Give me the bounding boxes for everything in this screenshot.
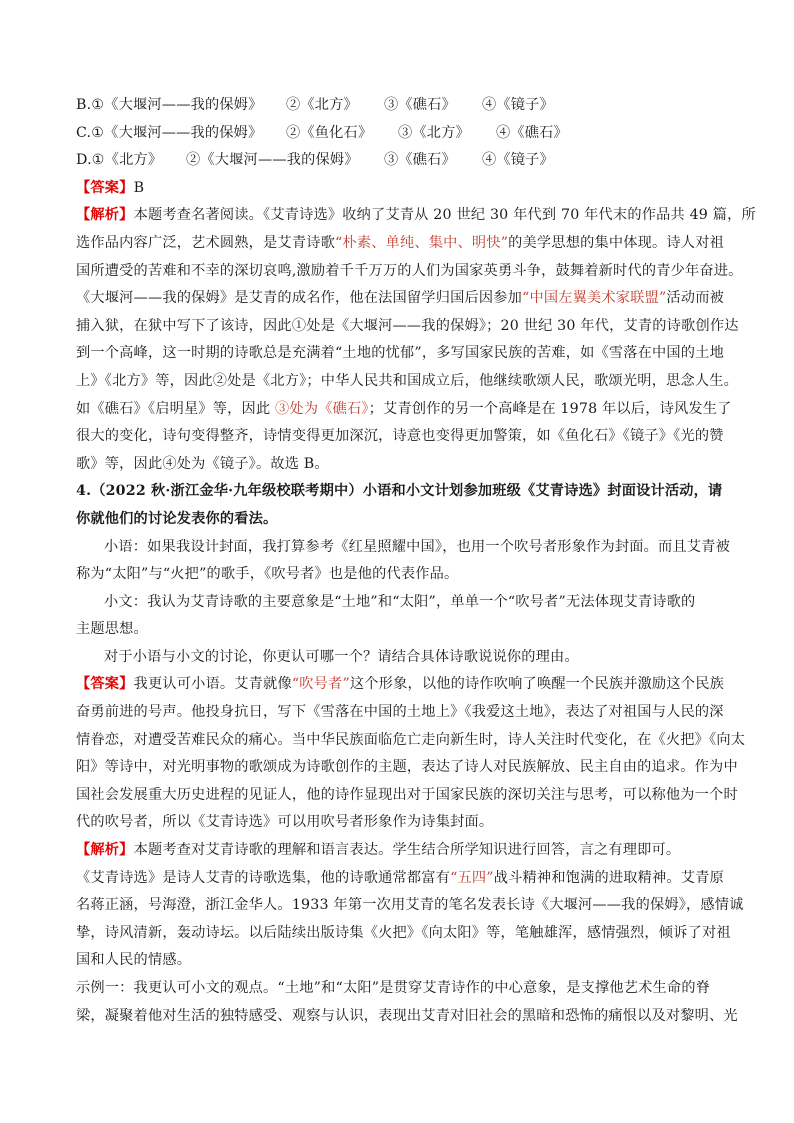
q4-answer-line [76, 754, 738, 782]
xiaoyu-statement: 称为“太阳”与“火把”的歌手，《吹号者》也是他的代表作品。 [76, 566, 459, 583]
q4-analysis-line [76, 920, 731, 948]
text-run: 这个形象，以他的诗作吹响了唤醒一个民族并激励这个民族 [349, 676, 724, 693]
text-run: 梁，凝聚着他对生活的独特感受、观察与认识，表现出艾青对旧社会的黑暗和恐怖的痛恨以及对黎明、光 [76, 1007, 738, 1024]
q4-answer-line [76, 809, 721, 837]
q4-analysis-line [76, 892, 744, 920]
analysis-tag: 【解析】 [76, 207, 134, 224]
q3-answer-value: B [133, 179, 145, 196]
option-b [76, 92, 721, 120]
q4-prompt: 对于小语与小文的讨论，你更认可哪一个？请结合具体诗歌说说你的理由。 [104, 648, 579, 665]
text-run: 上》《北方》等，因此②处是《北方》；中华人民共和国成立后，他继续歌颂人民，歌颂光明，思念人生。 [76, 372, 739, 389]
xiaowen-statement: 小文：我认为艾青诗歌的主要意象是“土地”和“太阳”，单单一个“吹号者”无法体现艾青诗歌的 [104, 593, 696, 610]
option-c-3: ③《北方》 [398, 124, 470, 141]
page-content [76, 92, 756, 1030]
text-run: 到一个高峰，这一时期的诗歌总是充满着“土地的忧郁”，多写国家民族的苦难，如《雪落在中国的土地 [76, 345, 724, 362]
text-run: 挚，诗风清新，轰动诗坛。以后陆续出版诗集《火把》《向太阳》等，笔触雄浑，感情强烈，倾诉了对祖 [76, 924, 731, 941]
q4-analysis-line [76, 975, 721, 1003]
text-run: 的美学思想的集中体现。诗人对祖 [508, 234, 724, 251]
text-run: 本题考查对艾青诗歌的理解和语言表达。学生结合所学知识进行回答，言之有理即可。 [133, 842, 681, 859]
q3-analysis-line [76, 423, 724, 451]
text-run: 选作品内容广泛，艺术圆熟，是艾青诗歌 [76, 234, 335, 251]
q4-answer-line [76, 671, 724, 699]
answer-tag: 【答案】 [76, 676, 134, 693]
text-run: 奋勇前进的号声。他投身抗日，写下《雪落在中国的土地上》《我爱这土地》，表达了对祖国与人民的深 [76, 704, 724, 721]
option-b-1: B.①《大堰河——我的保姆》 [76, 97, 263, 113]
answer-tag: 【答案】 [76, 179, 134, 196]
text-run: 活动而被 [666, 290, 724, 307]
q3-analysis-line [76, 285, 724, 313]
q4-analysis-line [76, 947, 721, 975]
highlight-text: “朴素、单纯、集中、明快” [334, 234, 509, 251]
option-b-3: ③《礁石》 [384, 97, 456, 113]
text-run: 情眷恋，对遭受苦难民众的痛心。当中华民族面临危亡走向新生时，诗人关注时代变化，在《火把》《向太 [76, 731, 746, 748]
q4-answer-line [76, 782, 738, 810]
text-run: 国所遭受的苦难和不幸的深切哀鸣,激励着千千万万的人们为国家英勇斗争，鼓舞着新时代的青少年奋进。 [76, 262, 743, 279]
q3-analysis-line [76, 202, 756, 230]
text-run: 如《礁石》《启明星》等，因此 [76, 400, 276, 417]
q3-answer [76, 175, 721, 203]
text-run: 本题考查名著阅读。《艾青诗选》收纳了艾青从 20 世纪 30 年代到 70 年代末的作品共 49 篇，所 [133, 207, 756, 224]
option-d-1: D.①《北方》 [76, 152, 163, 169]
q4-answer-line [76, 699, 724, 727]
q4-analysis-line [76, 1003, 738, 1031]
q4-answer-line [76, 727, 746, 755]
option-d [76, 147, 721, 175]
option-d-2: ②《大堰河——我的保姆》 [186, 152, 359, 169]
analysis-tag: 【解析】 [76, 842, 134, 859]
text-run: 阳》等诗中，对光明事物的歌颂成为诗歌创作的主题，表达了诗人对民族解放、民主自由的追求。作为中 [76, 759, 738, 776]
text-run: 代的吹号者，所以《艾青诗选》可以用吹号者形象作为诗集封面。 [76, 814, 494, 831]
text-run: 《艾青诗选》是诗人艾青的诗歌选集，他的诗歌通常都富有 [76, 869, 451, 886]
highlight-text: ③处为《礁石》 [275, 400, 369, 417]
text-run: 战斗精神和饱满的进取精神。艾青原 [493, 869, 724, 886]
text-run: 国社会发展重大历史进程的见证人，他的诗作显现出对于国家民族的深切关注与思考，可以称他为一个时 [76, 786, 738, 803]
option-b-4: ④《镜子》 [482, 97, 554, 113]
option-c-1: C.①《大堰河——我的保姆》 [76, 124, 263, 141]
option-c-4: ④《礁石》 [496, 124, 568, 141]
option-d-3: ③《礁石》 [384, 152, 456, 169]
text-run: 很大的变化，诗句变得整齐，诗情变得更加深沉，诗意也变得更加警策，如《鱼化石》《镜子》《光的赞 [76, 428, 724, 445]
highlight-text: “中国左翼美术家联盟” [522, 290, 667, 307]
q4-heading: 你就他们的讨论发表你的看法。 [76, 510, 278, 527]
q3-analysis-line [76, 451, 721, 479]
q3-analysis-line [76, 340, 724, 368]
q3-analysis-line [76, 396, 732, 424]
xiaoyu-statement: 小语：如果我设计封面，我打算参考《红星照耀中国》，也用一个吹号者形象作为封面。而且艾青被 [104, 538, 730, 555]
q3-analysis-line [76, 368, 739, 396]
text-run: 国和人民的情感。 [76, 952, 192, 969]
q3-analysis-line [76, 313, 739, 341]
q4-analysis-line [76, 865, 724, 893]
text-run: 《大堰河——我的保姆》是艾青的成名作，他在法国留学归国后因参加 [76, 290, 523, 307]
option-b-2: ②《北方》 [286, 97, 358, 113]
option-c-2: ②《鱼化石》 [286, 124, 373, 141]
q3-analysis-line [76, 258, 743, 286]
text-run: 歌》等，因此④处为《镜子》。故选 B。 [76, 455, 329, 472]
text-run: 名蒋正涵，号海澄，浙江金华人。1933 年第一次用艾青的笔名发表长诗《大堰河——我的保姆》，感情诚 [76, 897, 744, 914]
text-run: 我更认可小语。艾青就像 [133, 676, 292, 693]
highlight-text: “吹号者” [291, 676, 350, 693]
xiaowen-statement: 主题思想。 [76, 621, 148, 638]
highlight-text: “五四” [450, 869, 494, 886]
option-d-4: ④《镜子》 [482, 152, 554, 169]
option-c [76, 120, 721, 148]
q4-analysis-line [76, 837, 721, 865]
text-run: ；艾青创作的另一个高峰是在 1978 年以后，诗风发生了 [368, 400, 732, 417]
text-run: 捕入狱，在狱中写下了该诗，因此①处是《大堰河——我的保姆》；20 世纪 30 年代，艾青的诗歌创作达 [76, 317, 739, 334]
text-run: 示例一：我更认可小文的观点。“土地”和“太阳”是贯穿艾青诗作的中心意象，是支撑他艺术生命的脊 [76, 980, 711, 996]
q3-analysis-line [76, 230, 724, 258]
q4-heading: 4.（2022 秋·浙江金华·九年级校联考期中）小语和小文计划参加班级《艾青诗选》封面设计活动，请 [76, 483, 723, 500]
